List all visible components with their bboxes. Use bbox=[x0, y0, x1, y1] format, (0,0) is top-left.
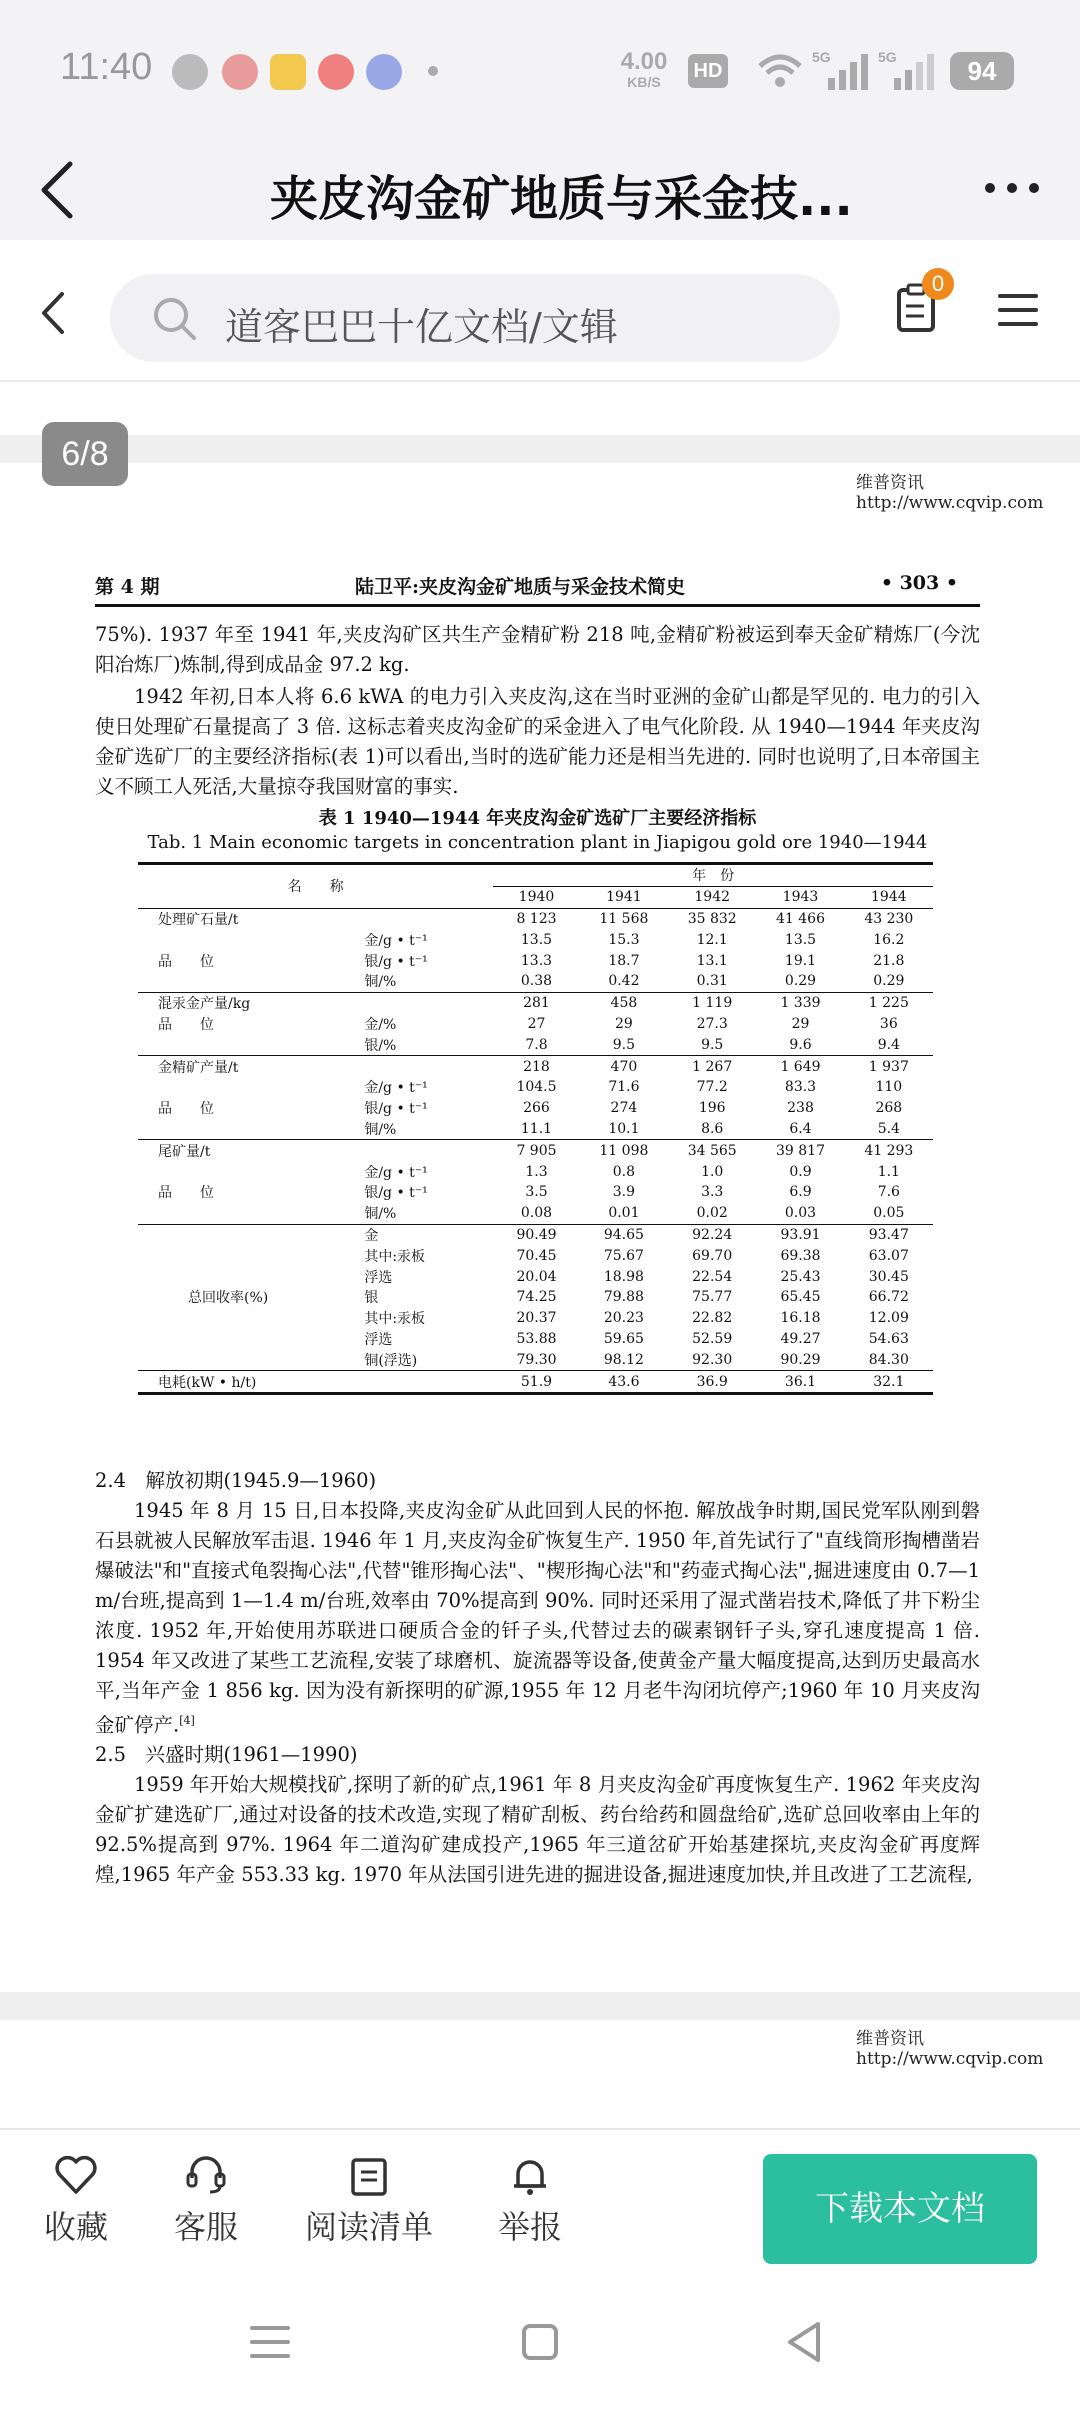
search-icon bbox=[152, 296, 198, 342]
page-number: • 303 • bbox=[880, 572, 958, 594]
row-sublabel: 其中:汞板 bbox=[364, 1311, 426, 1328]
page-title: 夹皮沟金矿地质与采金技... bbox=[270, 171, 853, 227]
year-header: 1941 bbox=[580, 886, 668, 908]
table-row bbox=[138, 1266, 933, 1287]
row-sublabel: 金/% bbox=[364, 1016, 397, 1033]
table-cell: 1 339 bbox=[756, 992, 844, 1013]
table-cell: 458 bbox=[580, 992, 668, 1013]
table-row bbox=[138, 1119, 933, 1140]
year-header: 1940 bbox=[493, 886, 580, 908]
table-cell: 238 bbox=[787, 1100, 814, 1117]
table-cell: 16.2 bbox=[873, 931, 905, 948]
page-gap bbox=[0, 1992, 1080, 2020]
battery-indicator: 94 bbox=[950, 52, 1014, 90]
table-cell: 8.6 bbox=[701, 1120, 724, 1137]
paragraph: 1942 年初,日本人将 6.6 kWA 的电力引入夹皮沟,这在当时亚洲的金矿山都是罕见的. 电力的引入使日处理矿石量提高了 3 倍. 这标志着夹皮沟金矿的采金进入了电气化阶段. 从 1940—1944 年夹皮沟金矿选矿厂的主要经济指标(表 1)可以看出,当时的选矿能力还是相当先进的. 同时也说明了,日本帝国主义不顾工人死活,大量掠夺我国财富的事实. bbox=[95, 685, 980, 798]
table-cell: 27.3 bbox=[696, 1015, 728, 1032]
row-sublabel bbox=[360, 1140, 493, 1161]
table-cell: 84.30 bbox=[868, 1351, 909, 1368]
table-cell: 70.45 bbox=[516, 1247, 557, 1264]
table-row bbox=[138, 1140, 933, 1161]
page-gap bbox=[0, 435, 1080, 463]
watermark: 维普资讯 http://www.cqvip.com bbox=[856, 2029, 1044, 2069]
table-cell: 49.27 bbox=[780, 1330, 821, 1347]
svg-text:5G: 5G bbox=[812, 49, 831, 65]
table-cell: 18.98 bbox=[603, 1268, 644, 1285]
row-sublabel: 铜(浮选) bbox=[364, 1352, 418, 1369]
table-cell: 36.1 bbox=[756, 1371, 844, 1394]
row-label bbox=[138, 1161, 360, 1182]
cart-badge: 0 bbox=[922, 268, 954, 300]
row-label: 品 位 bbox=[158, 1016, 214, 1033]
row-label: 总回收率(%) bbox=[188, 1290, 269, 1307]
table-cell: 22.82 bbox=[692, 1310, 733, 1327]
table-cell: 9.5 bbox=[612, 1036, 636, 1053]
table-cell: 90.49 bbox=[493, 1224, 580, 1245]
table-cell: 1 649 bbox=[756, 1056, 844, 1077]
row-sublabel: 银/g • t⁻¹ bbox=[364, 953, 428, 970]
table-cell: 54.63 bbox=[868, 1330, 909, 1347]
row-label: 品 位 bbox=[158, 1101, 214, 1118]
table-cell: 9.5 bbox=[701, 1036, 724, 1053]
heart-icon bbox=[54, 2154, 98, 2196]
table-cell: 16.18 bbox=[780, 1310, 821, 1327]
table-row bbox=[138, 1182, 933, 1203]
table-cell: 0.31 bbox=[696, 973, 728, 990]
table-row bbox=[138, 1224, 933, 1245]
table-caption-cn: 表 1 1940—1944 年夹皮沟金矿选矿厂主要经济指标 bbox=[318, 808, 757, 829]
watermark: 维普资讯 http://www.cqvip.com bbox=[856, 473, 1044, 513]
row-sublabel bbox=[360, 1371, 493, 1394]
table-cell: 0.02 bbox=[696, 1205, 728, 1222]
status-bar bbox=[0, 0, 1080, 140]
paragraph: 1945 年 8 月 15 日,日本投降,夹皮沟金矿从此回到人民的怀抱. 解放战争时期,国民党军队刚到磐石县就被人民解放军击退. 1946 年 1 月,夹皮沟金矿恢复生产. 1950 年,首先试行了"直线筒形掏槽凿岩爆破法"和"直接式龟裂掏心法",代替"锥形掏心法"、"楔形掏心法"和"药壶式掏心法",掘进速度由 0.7—1 m/台班,提高到 1—1.4 m/台班,效率由 70%提高到 90%. 同时还采用了湿式凿岩技术,降低了井下粉尘浓度. 1952 年,开始使用苏联进口硬质合金的钎子头,代替过去的碳素钢钎子头,穿孔速度提高 1 倍. 1954 年又改进了某些工艺流程,安装了球磨机、旋流器等设备,使黄金产量大幅度提高,达到历史最高水平,当年产金 1 856 kg. 因为没有新探明的矿源,1955 年 12 月老牛沟闭坑停产;1960 年 10 月夹皮沟金矿停产.[4] bbox=[95, 1499, 980, 1737]
row-label bbox=[138, 1119, 360, 1140]
search-back-icon[interactable] bbox=[36, 288, 70, 338]
table-cell: 93.91 bbox=[756, 1224, 844, 1245]
table-cell: 13.3 bbox=[520, 952, 553, 969]
table-cell: 92.30 bbox=[692, 1351, 733, 1368]
table-cell: 1.1 bbox=[877, 1163, 900, 1180]
table-row bbox=[138, 1329, 933, 1350]
table-cell: 1.0 bbox=[701, 1163, 724, 1180]
clock: 11:40 bbox=[60, 46, 153, 88]
table-cell: 51.9 bbox=[493, 1371, 580, 1394]
table-cell: 1 225 bbox=[845, 992, 933, 1013]
row-sublabel: 金/g • t⁻¹ bbox=[364, 1080, 428, 1097]
table-cell: 0.42 bbox=[608, 973, 640, 990]
row-sublabel: 铜/% bbox=[364, 974, 397, 991]
running-title: 陆卫平:夹皮沟金矿地质与采金技术简史 bbox=[355, 576, 686, 598]
row-label bbox=[138, 1077, 360, 1098]
table-cell: 13.5 bbox=[784, 931, 817, 948]
table-cell: 29 bbox=[614, 1015, 633, 1032]
table-cell: 0.9 bbox=[789, 1163, 812, 1180]
menu-icon[interactable] bbox=[998, 292, 1038, 328]
row-sublabel bbox=[360, 1056, 493, 1077]
row-label: 处理矿石量/t bbox=[138, 908, 360, 929]
table-cell: 94.65 bbox=[580, 1224, 668, 1245]
table-row bbox=[138, 1203, 933, 1224]
table-cell: 98.12 bbox=[603, 1351, 644, 1368]
row-label bbox=[138, 971, 360, 992]
row-sublabel: 银/g • t⁻¹ bbox=[364, 1185, 428, 1202]
economic-table bbox=[138, 862, 933, 1395]
cart-button[interactable] bbox=[896, 271, 946, 340]
table-cell: 9.4 bbox=[877, 1036, 900, 1053]
table-cell: 11 098 bbox=[580, 1140, 668, 1161]
table-cell: 0.29 bbox=[873, 973, 905, 990]
table-row bbox=[138, 1034, 933, 1055]
tieba-icon bbox=[366, 54, 402, 90]
row-sublabel: 浮选 bbox=[364, 1269, 393, 1286]
back-nav-icon[interactable] bbox=[784, 2320, 824, 2364]
table-cell: 21.8 bbox=[873, 952, 905, 969]
citation: [4] bbox=[179, 1714, 195, 1727]
section-heading: 2.4 解放初期(1945.9—1960) bbox=[95, 1469, 377, 1492]
table-cell: 66.72 bbox=[868, 1289, 909, 1306]
wifi-icon bbox=[756, 50, 804, 90]
table-cell: 0.8 bbox=[612, 1163, 636, 1180]
year-header: 1943 bbox=[756, 886, 844, 908]
search-placeholder: 道客巴巴十亿文档/文辑 bbox=[225, 305, 618, 349]
table-cell: 36 bbox=[879, 1015, 898, 1032]
table-cell: 1 267 bbox=[668, 1056, 756, 1077]
table-cell: 27 bbox=[527, 1015, 546, 1032]
table-cell: 41 293 bbox=[845, 1140, 933, 1161]
table-row bbox=[138, 1245, 933, 1266]
row-sublabel: 金/g • t⁻¹ bbox=[364, 932, 428, 949]
table-cell: 43.6 bbox=[580, 1371, 668, 1394]
table-cell: 43 230 bbox=[845, 908, 933, 929]
year-header: 1944 bbox=[845, 886, 933, 908]
table-cell: 83.3 bbox=[784, 1079, 817, 1096]
table-cell: 12.1 bbox=[696, 931, 728, 948]
recents-icon[interactable] bbox=[250, 2324, 290, 2360]
row-label: 混汞金产量/kg bbox=[138, 992, 360, 1013]
net-speed: 4.00 KB/S bbox=[620, 48, 668, 90]
table-cell: 7.6 bbox=[877, 1184, 900, 1201]
table-cell: 196 bbox=[698, 1100, 726, 1117]
table-cell: 0.08 bbox=[520, 1205, 553, 1222]
table-cell: 8 123 bbox=[493, 908, 580, 929]
table-cell: 71.6 bbox=[608, 1079, 640, 1096]
table-cell: 3.3 bbox=[701, 1184, 724, 1201]
table-cell: 7.8 bbox=[525, 1036, 548, 1053]
svg-text:5G: 5G bbox=[878, 49, 897, 65]
table-cell: 1 119 bbox=[668, 992, 756, 1013]
table-cell: 6.9 bbox=[789, 1184, 812, 1201]
table-row bbox=[138, 1371, 933, 1394]
row-label bbox=[138, 1203, 360, 1224]
row-sublabel: 浮选 bbox=[364, 1331, 393, 1348]
table-cell: 92.24 bbox=[668, 1224, 756, 1245]
table-cell: 268 bbox=[875, 1100, 903, 1117]
table-cell: 104.5 bbox=[516, 1079, 557, 1096]
table-cell: 18.7 bbox=[608, 952, 640, 969]
table-cell: 53.88 bbox=[516, 1330, 557, 1347]
table-cell: 65.45 bbox=[780, 1289, 821, 1306]
row-sublabel: 其中:汞板 bbox=[364, 1248, 426, 1265]
table-cell: 29 bbox=[791, 1015, 810, 1032]
table-cell: 69.70 bbox=[692, 1247, 733, 1264]
row-label bbox=[138, 1349, 360, 1370]
more-notifications-icon bbox=[428, 66, 438, 76]
table-cell: 20.04 bbox=[516, 1268, 557, 1285]
table-cell: 39 817 bbox=[756, 1140, 844, 1161]
table-cell: 20.23 bbox=[603, 1310, 644, 1327]
table-cell: 0.01 bbox=[608, 1205, 640, 1222]
more-options-icon[interactable] bbox=[984, 180, 1040, 196]
row-label bbox=[138, 1034, 360, 1055]
table-cell: 3.5 bbox=[525, 1184, 548, 1201]
row-sublabel: 银 bbox=[364, 1290, 379, 1307]
back-arrow-icon[interactable] bbox=[36, 158, 80, 222]
page-header bbox=[95, 568, 980, 607]
table-cell: 59.65 bbox=[603, 1330, 644, 1347]
table-cell: 90.29 bbox=[780, 1351, 821, 1368]
customer-service-button[interactable]: 客服 bbox=[170, 2154, 242, 2248]
table-cell: 10.1 bbox=[608, 1120, 640, 1137]
table-cell: 470 bbox=[580, 1056, 668, 1077]
table-cell: 0.29 bbox=[784, 973, 817, 990]
row-label bbox=[138, 1329, 360, 1350]
table-cell: 30.45 bbox=[868, 1268, 909, 1285]
table-cell: 5.4 bbox=[877, 1120, 900, 1137]
section-heading: 2.5 兴盛时期(1961—1990) bbox=[95, 1743, 358, 1766]
table-row bbox=[138, 1161, 933, 1182]
table-cell: 281 bbox=[493, 992, 580, 1013]
column-header-year: 年 份 bbox=[493, 864, 933, 887]
title-bar bbox=[0, 140, 1080, 240]
favorite-button[interactable]: 收藏 bbox=[40, 2154, 112, 2248]
table-row bbox=[138, 1287, 933, 1308]
table-cell: 25.43 bbox=[780, 1268, 821, 1285]
table-row bbox=[138, 992, 933, 1013]
table-row bbox=[138, 1308, 933, 1329]
table-cell: 32.1 bbox=[845, 1371, 933, 1394]
table-row bbox=[138, 908, 933, 929]
table-cell: 6.4 bbox=[789, 1120, 812, 1137]
bottom-action-bar bbox=[0, 2128, 1080, 2280]
row-sublabel: 铜/% bbox=[364, 1121, 397, 1138]
row-sublabel: 金/g • t⁻¹ bbox=[364, 1164, 428, 1181]
row-label: 尾矿量/t bbox=[138, 1140, 360, 1161]
row-sublabel bbox=[360, 908, 493, 929]
table-header-row bbox=[138, 864, 933, 887]
table-cell: 11 568 bbox=[580, 908, 668, 929]
table-cell: 3.9 bbox=[612, 1184, 636, 1201]
table-cell: 20.37 bbox=[516, 1310, 557, 1327]
table-cell: 15.3 bbox=[608, 931, 640, 948]
wechat-icon bbox=[172, 54, 208, 90]
system-nav-bar bbox=[0, 2278, 1080, 2412]
year-header: 1942 bbox=[668, 886, 756, 908]
table-cell: 0.05 bbox=[873, 1205, 905, 1222]
download-button[interactable]: 下载本文档 bbox=[763, 2154, 1037, 2264]
table-cell: 35 832 bbox=[668, 908, 756, 929]
table-row bbox=[138, 1056, 933, 1077]
row-label: 金精矿产量/t bbox=[138, 1056, 360, 1077]
meituan-icon bbox=[270, 54, 306, 90]
row-label: 电耗(kW • h/t) bbox=[138, 1371, 360, 1394]
row-label bbox=[138, 1224, 360, 1245]
row-label: 品 位 bbox=[158, 1185, 214, 1202]
bell-icon bbox=[510, 2154, 550, 2196]
table-row bbox=[138, 1349, 933, 1370]
table-cell: 218 bbox=[493, 1056, 580, 1077]
row-sublabel bbox=[360, 992, 493, 1013]
table-cell: 74.25 bbox=[516, 1289, 557, 1306]
table-cell: 75.77 bbox=[692, 1289, 733, 1306]
row-sublabel: 金 bbox=[360, 1224, 493, 1245]
table-cell: 0.38 bbox=[520, 973, 553, 990]
search-input[interactable] bbox=[110, 274, 840, 362]
table-cell: 13.1 bbox=[696, 952, 728, 969]
row-label: 品 位 bbox=[158, 953, 214, 970]
table-cell: 22.54 bbox=[692, 1268, 733, 1285]
table-cell: 69.38 bbox=[780, 1247, 821, 1264]
table-row bbox=[138, 1077, 933, 1098]
row-sublabel: 银/g • t⁻¹ bbox=[364, 1101, 428, 1118]
table-cell: 79.30 bbox=[516, 1351, 557, 1368]
report-button[interactable]: 举报 bbox=[494, 2154, 566, 2248]
table-cell: 13.5 bbox=[520, 931, 553, 948]
clipboard-icon bbox=[349, 2154, 389, 2196]
table-cell: 77.2 bbox=[696, 1079, 728, 1096]
signal-5g-icon bbox=[812, 48, 872, 92]
table-cell: 12.09 bbox=[868, 1310, 909, 1327]
table-cell: 11.1 bbox=[520, 1120, 553, 1137]
table-cell: 19.1 bbox=[784, 952, 817, 969]
table-cell: 9.6 bbox=[789, 1036, 812, 1053]
table-cell: 1 937 bbox=[845, 1056, 933, 1077]
hd-icon: HD bbox=[688, 54, 728, 88]
search-row bbox=[0, 240, 1080, 382]
signal-5g-2-icon bbox=[878, 48, 938, 92]
table-cell: 110 bbox=[875, 1079, 903, 1096]
paragraph: 75%). 1937 年至 1941 年,夹皮沟矿区共生产金精矿粉 218 吨,金精矿粉被运到奉天金矿精炼厂(今沈阳冶炼厂)炼制,得到成品金 97.2 kg. bbox=[95, 623, 980, 676]
row-label bbox=[138, 1245, 360, 1266]
table-cell: 75.67 bbox=[603, 1247, 644, 1264]
table-row bbox=[138, 971, 933, 992]
table-cell: 7 905 bbox=[493, 1140, 580, 1161]
table-row bbox=[138, 1098, 933, 1119]
table-cell: 0.03 bbox=[784, 1205, 817, 1222]
table-cell: 1.3 bbox=[525, 1163, 548, 1180]
issue-label: 第 4 期 bbox=[95, 576, 160, 598]
reading-list-button[interactable]: 阅读清单 bbox=[304, 2154, 434, 2248]
table-row bbox=[138, 950, 933, 971]
weibo-icon bbox=[222, 54, 258, 90]
home-icon[interactable] bbox=[520, 2322, 560, 2362]
row-label bbox=[138, 1266, 360, 1287]
row-sublabel: 铜/% bbox=[364, 1206, 397, 1223]
table-cell: 41 466 bbox=[756, 908, 844, 929]
table-cell: 274 bbox=[610, 1100, 638, 1117]
table-cell: 266 bbox=[523, 1100, 550, 1117]
table-cell: 79.88 bbox=[603, 1289, 644, 1306]
search-app-icon bbox=[318, 54, 354, 90]
table-cell: 93.47 bbox=[845, 1224, 933, 1245]
table-cell: 63.07 bbox=[868, 1247, 909, 1264]
row-sublabel: 银/% bbox=[364, 1037, 397, 1054]
table-cell: 36.9 bbox=[668, 1371, 756, 1394]
paragraph: 1959 年开始大规模找矿,探明了新的矿点,1961 年 8 月夹皮沟金矿再度恢复生产. 1962 年夹皮沟金矿扩建选矿厂,通过对设备的技术改造,实现了精矿刮板、药台给药和圆盘给矿,选矿总回收率由上年的 92.5%提高到 97%. 1964 年二道沟矿建成投产,1965 年三道岔矿开始基建探坑,夹皮沟金矿再度辉煌,1965 年产金 553.33 kg. 1970 年从法国引进先进的掘进设备,掘进速度加快,并且改进了工艺流程, bbox=[95, 1773, 980, 1886]
table-cell: 52.59 bbox=[692, 1330, 733, 1347]
table-row bbox=[138, 1014, 933, 1035]
page-indicator: 6/8 bbox=[42, 422, 128, 486]
row-label bbox=[138, 1308, 360, 1329]
column-header-name: 名 称 bbox=[138, 864, 493, 909]
table-row bbox=[138, 929, 933, 950]
table-caption-en: Tab. 1 Main economic targets in concentration plant in Jiapigou gold ore 1940—1944 bbox=[147, 832, 928, 853]
table-cell: 34 565 bbox=[668, 1140, 756, 1161]
row-label bbox=[138, 929, 360, 950]
headset-icon bbox=[184, 2154, 228, 2196]
